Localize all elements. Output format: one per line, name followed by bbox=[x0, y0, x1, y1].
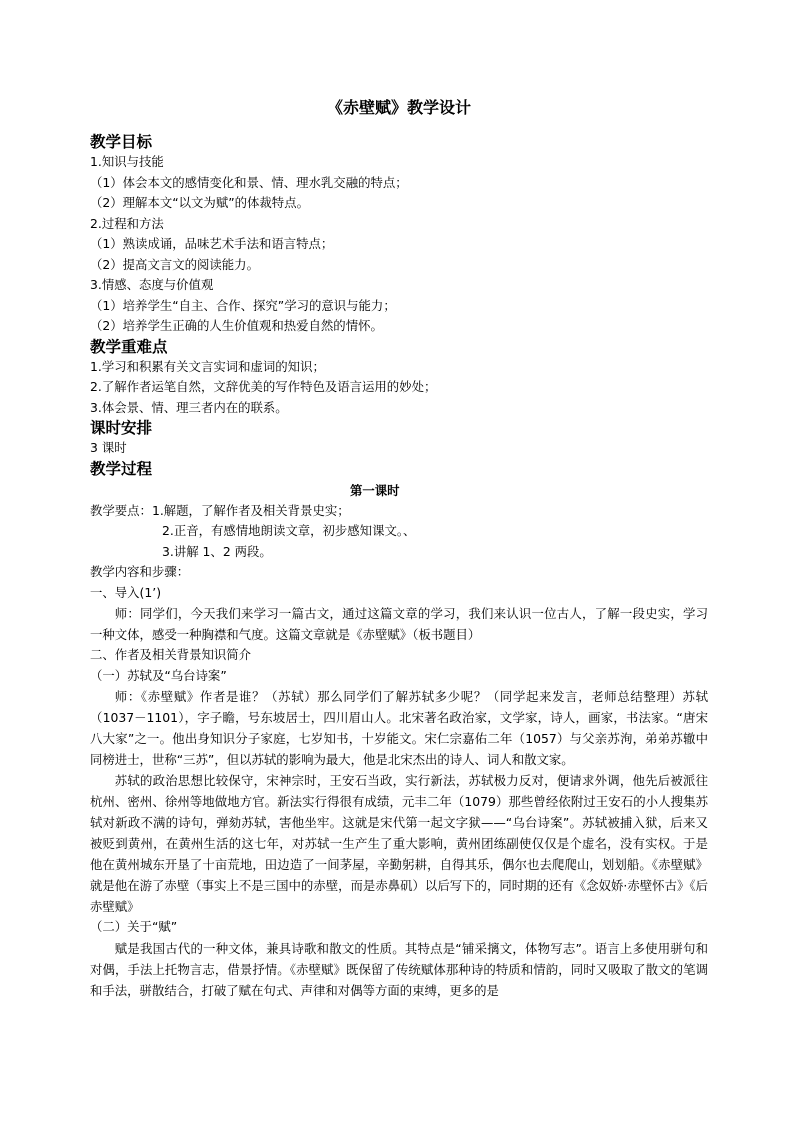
goal-line: 2.过程和方法 bbox=[90, 215, 164, 231]
teaching-points-line: 3.讲解 1、2 两段。 bbox=[162, 543, 272, 559]
key-point-line: 2.了解作者运笔自然，文辞优美的写作特色及语言运用的妙处； bbox=[90, 379, 437, 394]
section-heading: 一、导入(1’) bbox=[90, 584, 162, 600]
goal-line: 3.情感、态度与价值观 bbox=[90, 277, 214, 292]
paragraph: 苏轼的政治思想比较保守，宋神宗时，王安石当政，实行新法，苏轼极力反对，便请求外调，他先后被派往杭州、密州、徐州等地做地方官。新法实行得很有成绩，元丰二年（1079）那些曾经依附过王安石的小人搜集苏轼对新政不满的诗句，弹劾苏轼，害他坐牢。这就是宋代第一起文字狱——“乌台诗案”。苏轼被捕入狱，后来又被贬到黄州，在黄州生活的这七年，对苏轼一生产生了重大影响，黄州团练副使仅仅是个虚名，没有实权。于是他在黄州城东开垦了十亩荒地，田边造了一间茅屋，辛勤躬耕，自得其乐，偶尔也去爬爬山，划划船。《赤壁赋》就是他在游了赤壁（事实上不是三国中的赤壁，而是赤鼻矶）以后写下的，同时期的还有《念奴娇·赤壁怀古》《后赤壁赋》 bbox=[90, 773, 708, 914]
teaching-points-line: 2.正音，有感情地朗读文章，初步感知课文。、 bbox=[162, 523, 416, 538]
document-title: 《赤壁赋》教学设计 bbox=[326, 98, 471, 117]
heading-teaching-goals: 教学目标 bbox=[90, 133, 153, 151]
goal-line: （2）理解本文“以文为赋”的体裁特点。 bbox=[90, 195, 309, 210]
document-page bbox=[90, 96, 708, 1001]
key-point-line: 1.学习和积累有关文言实词和虚词的知识； bbox=[90, 358, 325, 374]
section-heading: 二、作者及相关背景知识简介 bbox=[90, 647, 252, 662]
heading-schedule: 课时安排 bbox=[90, 419, 153, 437]
heading-key-points: 教学重难点 bbox=[90, 337, 168, 356]
paragraph: 赋是我国古代的一种文体，兼具诗歌和散文的性质。其特点是“铺采摛文，体物写志”。语言上多使用骈句和对偶，手法上托物言志，借景抒情。《赤壁赋》既保留了传统赋体那种诗的特质和情韵，同时又吸取了散文的笔调和手法，骈散结合，打破了赋在句式、声律和对偶等方面的束缚，更多的是 bbox=[90, 940, 708, 998]
subsection-heading: （一）苏轼及“乌台诗案” bbox=[90, 667, 227, 683]
schedule-value: 3 课时 bbox=[90, 440, 127, 455]
goal-line: 1.知识与技能 bbox=[90, 154, 164, 169]
key-point-line: 3.体会景、情、理三者内在的联系。 bbox=[90, 399, 288, 415]
content-label: 教学内容和步骤： bbox=[90, 564, 190, 579]
goal-line: （1）培养学生“自主、合作、探究”学习的意识与能力； bbox=[90, 297, 396, 313]
paragraph: 师：《赤壁赋》作者是谁？（苏轼）那么同学们了解苏轼多少呢？（同学起来发言，老师总结整理）苏轼（1037－1101），字子瞻，号东坡居士，四川眉山人。北宋著名政治家，文学家，诗人，画家，书法家。“唐宋八大家”之一。他出身知识分子家庭，七岁知书，十岁能文。宋仁宗嘉佑二年（1057）与父亲苏洵，弟弟苏辙中同榜进士，世称“三苏”，但以苏轼的影响为最大，他是北宋杰出的诗人、词人和散文家。 bbox=[90, 689, 708, 767]
goal-line: （2）提高文言文的阅读能力。 bbox=[90, 256, 259, 272]
subsection-heading: （二）关于“赋” bbox=[90, 919, 178, 934]
goal-line: （1）熟读成诵，品味艺术手法和语言特点； bbox=[90, 236, 334, 251]
goal-line: （2）培养学生正确的人生价值观和热爱自然的情怀。 bbox=[90, 318, 383, 333]
teaching-points-line: 教学要点：1.解题，了解作者及相关背景史实； bbox=[90, 502, 350, 518]
goal-line: （1）体会本文的感情变化和景、情、理水乳交融的特点； bbox=[90, 174, 408, 190]
paragraph: 师：同学们，今天我们来学习一篇古文，通过这篇文章的学习，我们来认识一位古人，了解一段史实，学习一种文体，感受一种胸襟和气度。这篇文章就是《赤壁赋》（板书题目） bbox=[90, 606, 708, 642]
lesson-title: 第一课时 bbox=[350, 482, 400, 498]
heading-teaching-process: 教学过程 bbox=[90, 459, 153, 478]
